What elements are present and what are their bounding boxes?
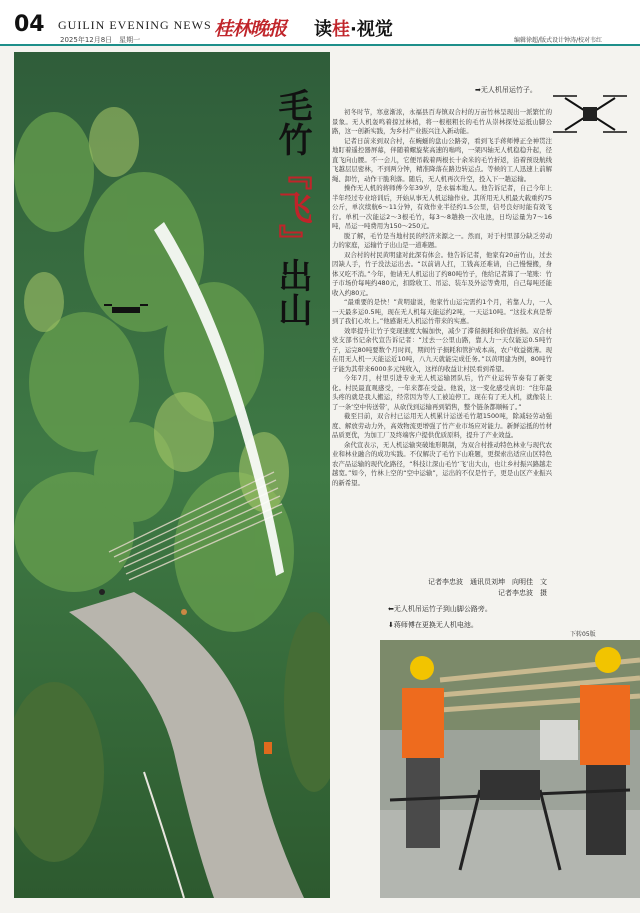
article-body <box>332 108 552 488</box>
paragraph: 今年7月，村里引进专业无人机运输团队后，竹产业运转节奏有了新变化。村民最直观感受，一年来都在受益。他说，这一变化感受真切：“往年最头疼的就是我人搬运，经常因为等人工被迫停工。现在有了无人机，就像装上了一条‘空中传送带’，从砍伐到运输再到销售，整个链条都顺畅了。” <box>332 374 552 411</box>
masthead <box>0 0 640 46</box>
paragraph: “最重要的是快！”黄明建说，他家竹山运完需约1个月，若靠人力，一人一天最多运0.5吨，现在无人机每天能运约2吨，一天运10吨。“这技术真是帮到了我们心坎上。”他感谢无人机运竹带来的实惠。 <box>332 298 552 325</box>
byline: 记者李忠波 通讯员刘坤 向明佳 文 记者李忠波 摄 <box>428 578 547 597</box>
paragraph: 截至目前，双合村已运用无人机累计运送毛竹超1500吨，除减轻劳动强度、解放劳动力外，高效物流更增强了竹产业市场应对能力。新鲜运抵的竹材品质更优，为加工厂及终端客户提供优质原料，提升了产业效益。 <box>332 412 552 439</box>
continued-note: 下转05版 <box>570 631 596 638</box>
article-title: 毛竹『飞』出山 <box>272 88 312 326</box>
caption-drone-top: ➡无人机吊运竹子。 <box>475 86 537 94</box>
issue-date: 2025年12月8日 星期一 <box>60 36 141 44</box>
section-title: 读桂·视觉 <box>314 19 393 40</box>
paragraph: 余代宣表示，无人机运输突破地形限制，为双合村推动特色林业与现代农业和林业融合的成功实践。不仅解决了毛竹下山难题，更探索出适应山区特色农产品运输的现代化路径，“科技让深山毛竹‘飞’出大山，也让乡村振兴路越走越宽。”如今，竹林上空的“空中运输”，运出的不仅是竹子，更是山区产业振兴的新希望。 <box>332 440 552 487</box>
paper-logo: 桂林晚报 <box>214 18 287 40</box>
paragraph: 记者日前来到双合村，在蜿蜒的盘山公路旁，看到飞手蒋师傅正全神贯注地盯着遥控器屏幕，伴随着螺旋桨高速的嗡鸣，一架四轴无人机稳稳升起，径直飞向山腰。不一会儿，它便吊载着两根长十余米的毛竹折返，沿着预设航线飞越层层密林，不到两分钟，精准降落在路边转运点。等候的工人迅速上前解绳、卸竹，动作干脆利落。随后，无人机再次升空，投入下一趟运输。 <box>332 136 552 183</box>
paragraph: 双合村的村民黄明建对此深有体会。他告诉记者，他家有20亩竹山，过去因缺人手，竹子没法运出去。“以前请人扛，工钱高还难请，自己慢慢搬，身体又吃不消。”今年，他请无人机运出了约80吨竹子，他给记者算了一笔账：竹子市场价每吨约480元，扣除收工、吊运、装车及外运等费用，自己每吨还能收入约80元。 <box>332 250 552 297</box>
paragraph: 效率提升让竹子变现速度大幅加快，减少了滞留损耗和价值折损。双合村党支部书记余代宣告诉记者：“过去一公里山路，靠人力一天仅能运0.5吨竹子，运完80吨要数个月时间，期间竹子损耗和管护成本高，农户收益微薄。现在用无人机一天能运近10吨，八九天就能完成任务。”以黄明建为例，80吨竹子能为其带来6000多元纯收入，这样的收益让村民看到希望。 <box>332 326 552 373</box>
caption-drone-road: ⬅无人机吊运竹子到山脚公路旁。 <box>388 605 492 613</box>
page-number: 04 <box>14 12 45 37</box>
caption-battery: ⬇蒋师傅在更换无人机电池。 <box>388 621 478 629</box>
drone-icon <box>545 80 635 150</box>
paragraph: 初冬时节，寒意渐浓，永福县百寿镇双合村的万亩竹林呈现出一派繁忙的景象。无人机轰鸣着掠过林梢，将一根根粗长的毛竹从崇林探处运抵山脚公路，这一创新实践，为乡村产业振兴注入新动能。 <box>332 108 552 135</box>
paragraph: 操作无人机的蒋师傅今年39岁，是永福本地人。他告诉记者，自己今年上半年经过专业培训后，开始从事无人机运输作业。其所用无人机最大载重约75公斤，单次续航6～11分钟，有效作业半径约1.5公里，信号良好时能有效飞行。单机一次能运2～3根毛竹，每3～8趟换一次电池，日均运量为7～16吨，吊运一吨费用为150～250元。 <box>332 184 552 230</box>
workers-photo <box>380 640 640 898</box>
editors-credit: 编辑徐超/版式设计钟涛/校对韦红 <box>514 37 603 44</box>
paragraph: 脱了解，毛竹是当地村民的经济来源之一。然而，对于村里部分缺乏劳动力的家庭，运输竹子出山是一道难题。 <box>332 231 552 249</box>
paper-name: GUILIN EVENING NEWS <box>58 18 212 32</box>
